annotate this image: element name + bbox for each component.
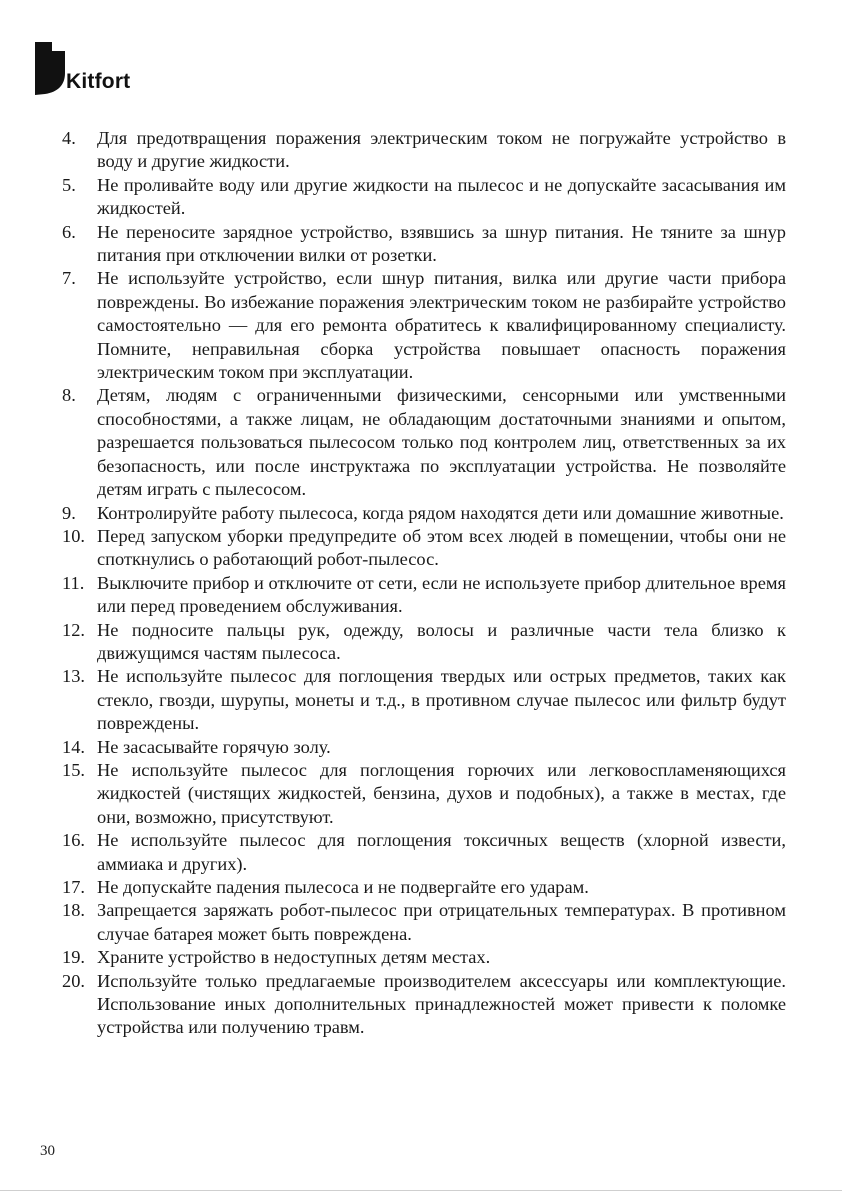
rule-text: Храните устройство в недоступных детям местах. xyxy=(97,947,491,968)
rule-item xyxy=(62,127,786,174)
rule-item xyxy=(62,267,786,384)
rule-number: 13. xyxy=(62,666,85,687)
kitfort-flag-logo-icon xyxy=(34,42,66,96)
rule-text: Не проливайте воду или другие жидкости на пылесос и не допускайте засасывания им жидкостей. xyxy=(97,174,786,219)
rule-text: Выключите прибор и отключите от сети, если не используете прибор длительное время или перед проведением обслуживания. xyxy=(97,572,786,617)
rule-text: Детям, людям с ограниченными физическими, сенсорными или умственными способностями, а также лицам, не обладающим достаточными знаниями и опытом, разрешается пользоваться пылесосом только под контролем лиц, ответственных за их безопасность, или после инструктажа по эксплуатации устройства. Не позволяйте детям играть с пылесосом. xyxy=(97,385,786,500)
rule-item xyxy=(62,829,786,876)
rule-item xyxy=(62,384,786,501)
rule-item xyxy=(62,946,786,969)
kitfort-logo xyxy=(34,42,174,98)
rule-text: Используйте только предлагаемые производителем аксессуары или комплектующие. Использование иных дополнительных принадлежностей может привести к поломке устройства или получению травм. xyxy=(97,970,786,1038)
rule-number: 15. xyxy=(62,759,85,780)
rule-text: Не засасывайте горячую золу. xyxy=(97,736,331,757)
rule-number: 12. xyxy=(62,619,85,640)
rule-text: Перед запуском уборки предупредите об этом всех людей в помещении, чтобы они не споткнулись о работающий робот-пылесос. xyxy=(97,525,786,570)
rule-number: 20. xyxy=(62,970,85,991)
rule-number: 10. xyxy=(62,525,85,546)
brand-name: Kitfort xyxy=(66,70,131,93)
rule-item xyxy=(62,665,786,735)
rule-number: 8. xyxy=(62,385,76,406)
rule-number: 5. xyxy=(62,174,76,195)
rule-number: 16. xyxy=(62,830,85,851)
rule-item xyxy=(62,899,786,946)
rule-text: Не используйте пылесос для поглощения горючих или легковоспламеняющихся жидкостей (чистящих жидкостей, бензина, духов и подобных), а также в местах, где они, возможно, присутствуют. xyxy=(97,759,786,827)
rule-number: 17. xyxy=(62,877,85,897)
safety-rules-section xyxy=(62,127,786,1040)
rule-number: 19. xyxy=(62,947,85,968)
rule-text: Не переносите зарядное устройство, взявшись за шнур питания. Не тяните за шнур питания при отключении вилки от розетки. xyxy=(97,221,786,266)
rule-number: 14. xyxy=(62,736,85,757)
rule-item xyxy=(62,876,786,899)
rule-item xyxy=(62,970,786,1040)
rule-item xyxy=(62,502,786,525)
rule-text: Не используйте устройство, если шнур питания, вилка или другие части прибора повреждены. Во избежание поражения электрическим током не разбирайте устройство самостоятельно — для его ремонта обратитесь к квалифицированному специалисту. Помните, неправильная сборка устройства повышает опасность поражения электрическим током при эксплуатации. xyxy=(97,268,786,383)
rule-item xyxy=(62,572,786,619)
rule-item xyxy=(62,174,786,221)
rule-number: 9. xyxy=(62,502,76,523)
rule-text: Не используйте пылесос для поглощения токсичных веществ (хлорной извести, аммиака и других). xyxy=(97,830,786,874)
rule-item xyxy=(62,619,786,666)
rule-number: 18. xyxy=(62,900,85,921)
rule-text: Для предотвращения поражения электрическим током не погружайте устройство в воду и другие жидкости. xyxy=(97,128,786,172)
rule-text: Запрещается заряжать робот-пылесос при отрицательных температурах. В противном случае батарея может быть повреждена. xyxy=(97,900,786,944)
bottom-divider xyxy=(0,1190,842,1191)
rule-number: 6. xyxy=(62,221,76,242)
rule-number: 11. xyxy=(62,572,85,593)
rule-item xyxy=(62,759,786,829)
safety-rules-list xyxy=(62,127,786,1040)
rule-item xyxy=(62,525,786,572)
rule-text: Не допускайте падения пылесоса и не подвергайте его ударам. xyxy=(97,877,589,897)
rule-text: Не подносите пальцы рук, одежду, волосы и различные части тела близко к движущимся частям пылесоса. xyxy=(97,619,786,663)
page-number: 30 xyxy=(40,1143,55,1159)
rule-text: Контролируйте работу пылесоса, когда рядом находятся дети или домашние животные. xyxy=(97,502,784,523)
rule-item xyxy=(62,736,786,759)
rule-number: 4. xyxy=(62,128,76,148)
rule-text: Не используйте пылесос для поглощения твердых или острых предметов, таких как стекло, гвозди, шурупы, монеты и т.д., в противном случае пылесос или фильтр будут повреждены. xyxy=(97,666,786,734)
rule-item xyxy=(62,221,786,268)
rule-number: 7. xyxy=(62,268,76,289)
